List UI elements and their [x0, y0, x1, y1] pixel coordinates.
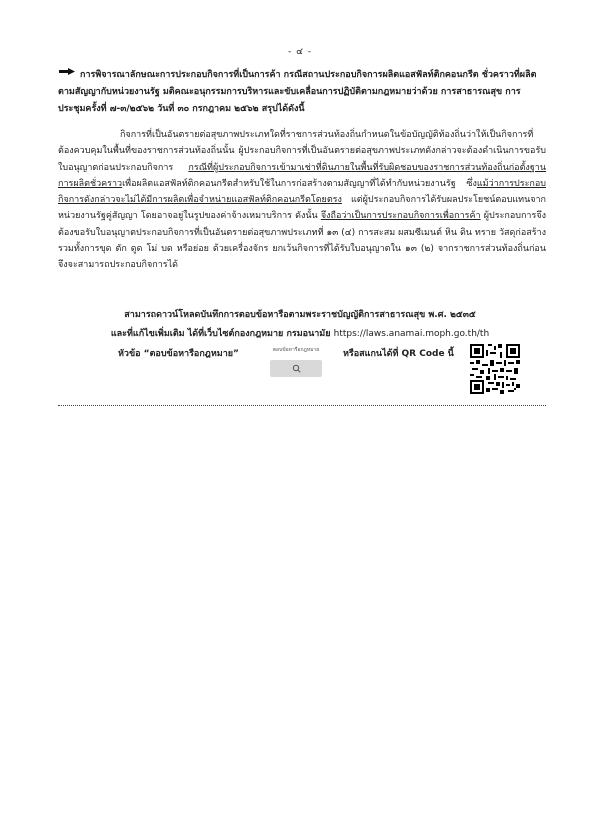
- download-topic-suffix: หรือสแกนได้ที่ QR Code นี้: [343, 349, 454, 359]
- pointing-hand-icon: [58, 66, 76, 83]
- download-topic-prefix: หัวข้อ “ตอบข้อหารือกฎหมาย”: [118, 349, 239, 359]
- underlined-condition: แม้ว่าการประกอบกิจการดังกล่าวจะไม่ได้มีการผลิตเพื่อจำหน่ายแอสฟัลท์ติกคอนกรีตโดยตรง: [58, 178, 546, 206]
- section-heading: [58, 66, 546, 118]
- underlined-conclusion: จึงถือว่าเป็นการประกอบกิจการเพื่อการค้า: [320, 211, 481, 222]
- search-icon: [292, 364, 301, 373]
- underlined-case: กรณีที่ผู้ประกอบกิจการเข้ามาเช่าที่ดินภายในพื้นที่รับผิดชอบของราชการส่วนท้องถิ่นก่อตั้งฐานการผลิตชั่วคราว: [58, 162, 546, 189]
- search-widget[interactable]: [260, 346, 332, 377]
- heading-text: การพิจารณาลักษณะการประกอบกิจการที่เป็นการค้า กรณีสถานประกอบกิจการผลิตแอสฟัลท์ติกคอนกรีต ชั่วคราวที่ผลิตตามสัญญากับหน่วยงานรัฐ มติคณะอนุกรรมการบริหารและขับเคลื่อนการปฏิบัติตามกฎหมายว่าด้วย การสาธารณสุข การประชุมครั้งที่ ๗-๓/๒๕๖๒ วันที่ ๓๐ กรกฎาคม ๒๕๖๒ สรุปได้ดังนี้: [58, 70, 537, 114]
- download-line-2: และที่แก้ไขเพิ่มเติม ได้ที่เว็บไซต์กองกฎหมาย กรมอนามัย https://laws.anamai.moph.go.th/th: [110, 329, 490, 339]
- search-button[interactable]: [270, 360, 322, 377]
- search-label: ตอบข้อหารือกฎหมาย: [272, 347, 320, 353]
- body-paragraph: กิจการที่เป็นอันตรายต่อสุขภาพประเภทใดที่ราชการส่วนท้องถิ่นกำหนดในข้อบัญญัติท้องถิ่นว่าให้เป็นกิจการที่ต้องควบคุมในพื้นที่ของราชการส่วนท้องถิ่นนั้น ผู้ประกอบกิจการที่เป็นอันตรายต่อสุขภาพประเภทดังกล่าวจะต้องดำเนินการขอรับใบอนุญาตก่อนประกอบกิจการ กรณีที่ผู้ประกอบกิจการเข้ามาเช่าที่ดินภายในพื้นที่รับผิดชอบของราชการส่วนท้องถิ่นก่อตั้งฐานการผลิตชั่วคราวเพื่อผลิตแอสฟัลท์ติกคอนกรีตสำหรับใช้ในการก่อสร้างตามสัญญาที่ได้ทำกับหน่วยงานรัฐ ซึ่งแม้ว่าการประกอบกิจการดังกล่าวจะไม่ได้มีการผลิตเพื่อจำหน่ายแอสฟัลท์ติกคอนกรีตโดยตรง แต่ผู้ประกอบกิจการได้รับผลประโยชน์ตอบแทนจากหน่วยงานรัฐคู่สัญญา โดยอาจอยู่ในรูปของค่าจ้างเหมาบริการ ดังนั้น จึงถือว่าเป็นการประกอบกิจการเพื่อการค้า ผู้ประกอบการจึงต้องขอรับใบอนุญาตประกอบกิจการที่เป็นอันตรายต่อสุขภาพประเภทที่ ๑๓ (๔) การสะสม ผสมซีเมนต์ หิน ดิน ทราย วัสดุก่อสร้าง รวมทั้งการขุด ตัก ดูด โม่ บด หรือย่อย ด้วยเครื่องจักร ยกเว้นกิจการที่ได้รับใบอนุญาตใน ๑๓ (๒) จากราชการส่วนท้องถิ่นก่อน จึงจะสามารถประกอบกิจการได้: [58, 130, 546, 271]
- qr-code-icon[interactable]: [470, 344, 520, 394]
- dotted-divider: [58, 405, 546, 406]
- website-link[interactable]: https://laws.anamai.moph.go.th/th: [333, 329, 490, 339]
- download-line-1: สามารถดาวน์โหลดบันทึกการตอบข้อหารือตามพระราชบัญญัติการสาธารณสุข พ.ศ. ๒๕๓๕: [124, 310, 476, 320]
- page-number: - ๔ -: [287, 47, 313, 57]
